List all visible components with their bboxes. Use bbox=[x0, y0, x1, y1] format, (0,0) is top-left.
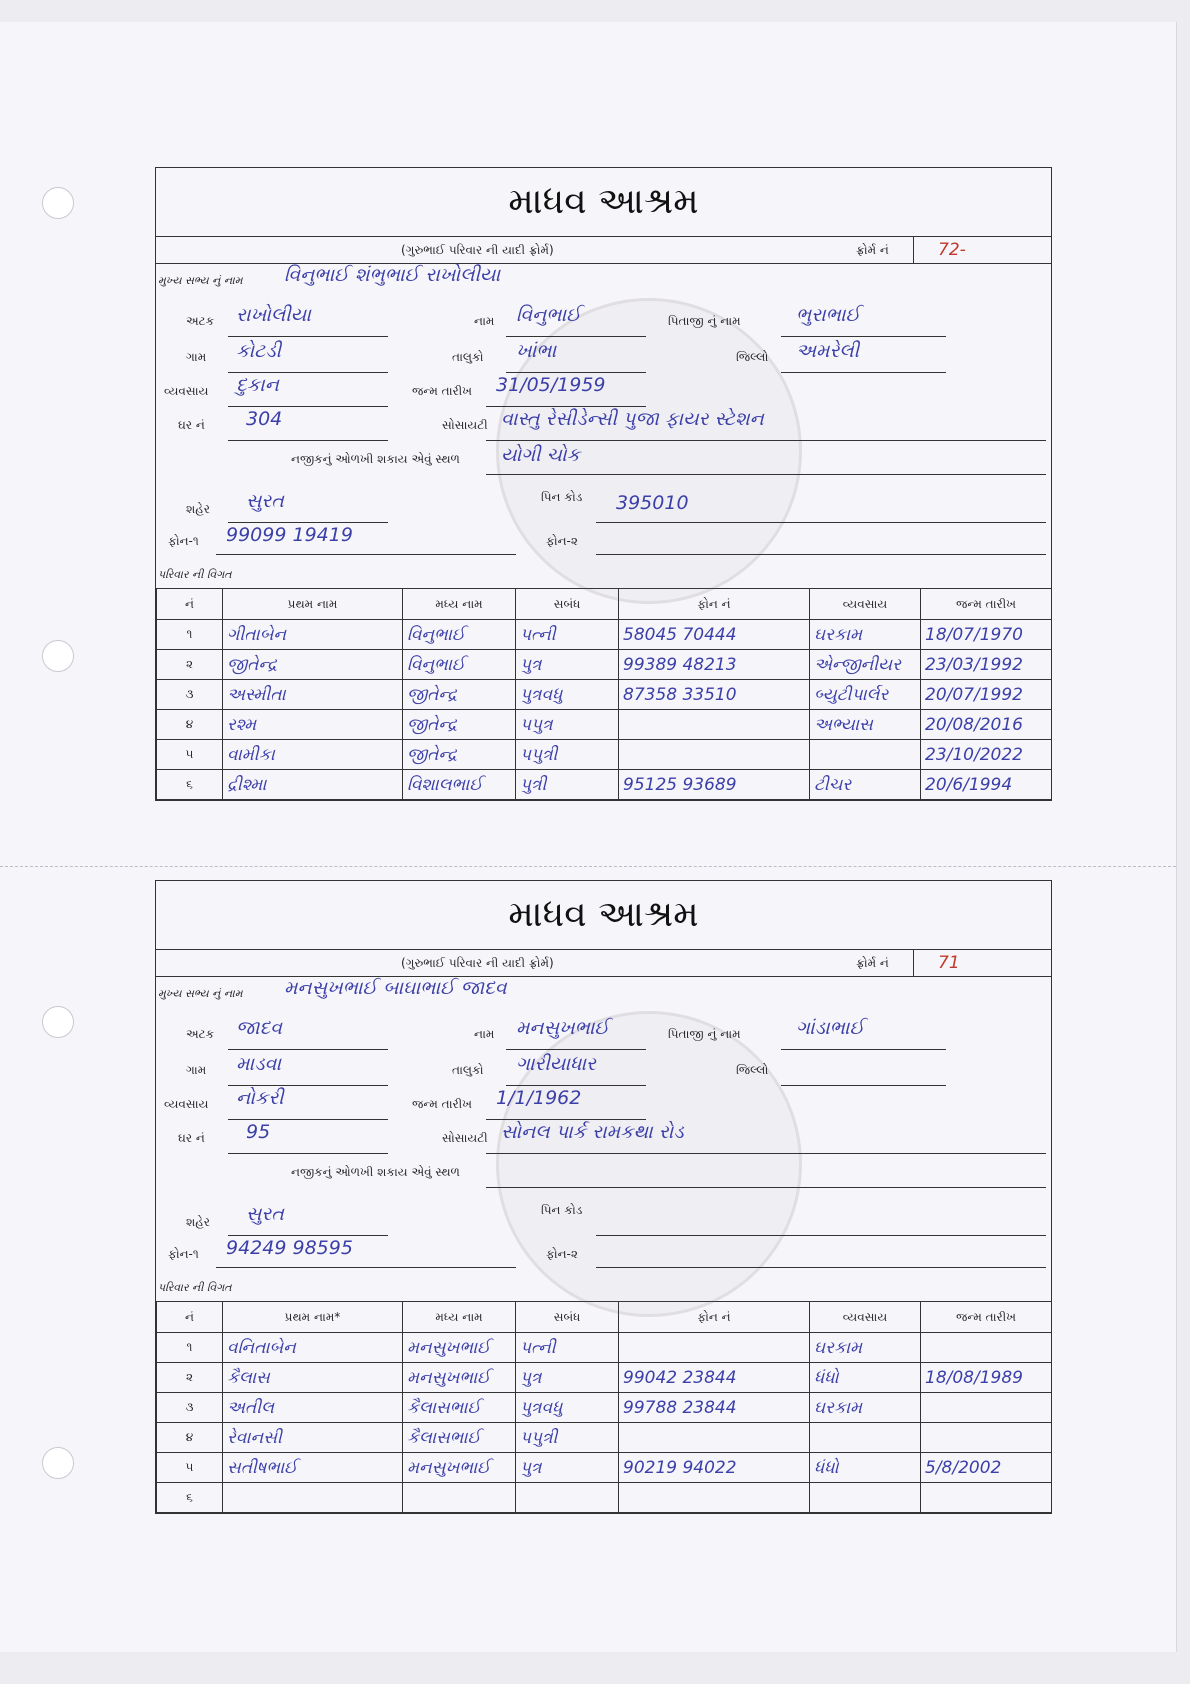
phone1-value[interactable]: 94249 98595 bbox=[226, 1237, 353, 1259]
table-row bbox=[157, 620, 1052, 650]
family-details-label: પરિવાર ની વિગત bbox=[158, 1281, 232, 1294]
name-value[interactable]: વિનુભાઈ bbox=[516, 304, 581, 326]
col-middle-name-cell[interactable]: વિનુભાઈ bbox=[403, 620, 516, 650]
table-row bbox=[157, 1423, 1052, 1453]
col-dob-cell[interactable]: 18/08/1989 bbox=[921, 1363, 1052, 1393]
head-member-label: મુખ્ય સભ્ય નું નામ bbox=[158, 274, 243, 287]
col-number-cell: ૧ bbox=[157, 620, 223, 650]
col-dob-cell[interactable]: 18/07/1970 bbox=[921, 620, 1052, 650]
col-middle-name-header: મધ્ય નામ bbox=[403, 589, 516, 620]
form-subtitle: (ગુરુભાઈ પરિવાર ની યાદી ફ્રોર્મ) bbox=[401, 956, 554, 970]
col-phone-cell[interactable] bbox=[619, 1333, 810, 1363]
col-middle-name-cell[interactable]: જીતેન્દ્ર bbox=[403, 740, 516, 770]
landmark-label: નજીકનું ઓળખી શકાય એવું સ્થળ bbox=[291, 1165, 460, 1179]
landmark-label: નજીકનું ઓળખી શકાય એવું સ્થળ bbox=[291, 452, 460, 466]
city-value[interactable]: સુરત bbox=[246, 490, 284, 512]
col-phone-cell[interactable] bbox=[619, 1423, 810, 1453]
col-number-cell: ૩ bbox=[157, 1393, 223, 1423]
phone1-label: ફોન-૧ bbox=[168, 534, 199, 548]
table-row bbox=[157, 710, 1052, 740]
col-first-name-cell[interactable]: ગીતાબેન bbox=[223, 620, 403, 650]
table-row bbox=[157, 680, 1052, 710]
head-member-value[interactable]: મનસુખભાઈ બાઘાભાઈ જાદવ bbox=[284, 977, 507, 999]
table-row bbox=[157, 1333, 1052, 1363]
col-middle-name-cell[interactable]: વિશાલભાઈ bbox=[403, 770, 516, 800]
form-subtitle: (ગુરુભાઈ પરિવાર ની યાદી ફ્રોર્મ) bbox=[401, 243, 554, 257]
society-value[interactable]: વાસ્તુ રેસીડેન્સી પુજા ફાયર સ્ટેશન bbox=[501, 408, 764, 430]
col-relation-cell[interactable]: પુત્રવધુ bbox=[516, 1393, 619, 1423]
table-row bbox=[157, 1453, 1052, 1483]
col-relation-cell[interactable]: પપુત્રી bbox=[516, 740, 619, 770]
col-phone-cell[interactable] bbox=[619, 1483, 810, 1513]
pincode-label: પિન કોડ bbox=[541, 1203, 583, 1217]
occupation-value[interactable]: નોકરી bbox=[236, 1087, 284, 1109]
dob-value[interactable]: 31/05/1959 bbox=[496, 374, 606, 396]
col-first-name-cell[interactable]: અતીલ bbox=[223, 1393, 403, 1423]
col-number-cell: ૨ bbox=[157, 1363, 223, 1393]
table-row bbox=[157, 1483, 1052, 1513]
surname-value[interactable]: રાખોલીયા bbox=[236, 304, 311, 326]
col-first-name-cell[interactable]: રશ્મ bbox=[223, 710, 403, 740]
district-label: જિલ્લો bbox=[736, 350, 769, 364]
phone2-label: ફોન-૨ bbox=[546, 1247, 578, 1261]
occupation-label: વ્યવસાય bbox=[164, 384, 209, 398]
registration-form-72 bbox=[155, 167, 1052, 801]
col-occupation-cell[interactable]: અભ્યાસ bbox=[810, 710, 921, 740]
col-phone-cell[interactable]: 58045 70444 bbox=[619, 620, 810, 650]
dob-label: જન્મ તારીખ bbox=[412, 1097, 473, 1111]
taluka-value[interactable]: ગારીયાધાર bbox=[516, 1053, 596, 1075]
form-number-label: ફ્રોર્મ નં bbox=[856, 243, 889, 257]
col-occupation-cell[interactable]: એન્જીનીયર bbox=[810, 650, 921, 680]
col-phone-cell[interactable]: 95125 93689 bbox=[619, 770, 810, 800]
col-relation-cell[interactable]: પુત્રવધુ bbox=[516, 680, 619, 710]
taluka-label: તાલુકો bbox=[452, 350, 484, 364]
village-label: ગામ bbox=[186, 350, 207, 364]
col-number-header: નં bbox=[157, 1302, 223, 1333]
pincode-label: પિન કોડ bbox=[541, 490, 583, 504]
col-phone-cell[interactable]: 87358 33510 bbox=[619, 680, 810, 710]
form-subheader bbox=[156, 237, 1051, 264]
house-number-value[interactable]: 95 bbox=[246, 1121, 271, 1143]
col-relation-cell[interactable]: પુત્રી bbox=[516, 770, 619, 800]
col-occupation-cell[interactable] bbox=[810, 1423, 921, 1453]
col-occupation-header: વ્યવસાય bbox=[810, 1302, 921, 1333]
col-number-cell: ૨ bbox=[157, 650, 223, 680]
col-dob-cell[interactable]: 20/08/2016 bbox=[921, 710, 1052, 740]
punch-hole bbox=[42, 187, 74, 219]
col-dob-cell[interactable] bbox=[921, 1333, 1052, 1363]
form-subheader bbox=[156, 950, 1051, 977]
col-dob-header: જન્મ તારીખ bbox=[921, 589, 1052, 620]
col-first-name-cell[interactable]: અસ્મીતા bbox=[223, 680, 403, 710]
col-number-cell: ૪ bbox=[157, 1423, 223, 1453]
occupation-label: વ્યવસાય bbox=[164, 1097, 209, 1111]
col-occupation-cell[interactable]: ટીચર bbox=[810, 770, 921, 800]
table-row bbox=[157, 770, 1052, 800]
form-title: માધવ આશ્રમ bbox=[156, 168, 1051, 237]
col-first-name-header: પ્રથમ નામ* bbox=[223, 1302, 403, 1333]
col-number-cell: ૫ bbox=[157, 1453, 223, 1483]
col-first-name-cell[interactable]: વામીકા bbox=[223, 740, 403, 770]
col-phone-cell[interactable]: 99042 23844 bbox=[619, 1363, 810, 1393]
col-middle-name-header: મધ્ય નામ bbox=[403, 1302, 516, 1333]
col-first-name-header: પ્રથમ નામ bbox=[223, 589, 403, 620]
father-name-label: પિતાજી નું નામ bbox=[668, 314, 741, 328]
col-number-header: નં bbox=[157, 589, 223, 620]
house-number-label: ઘર નં bbox=[178, 418, 205, 432]
col-relation-cell[interactable]: પત્ની bbox=[516, 620, 619, 650]
col-dob-header: જન્મ તારીખ bbox=[921, 1302, 1052, 1333]
phone1-value[interactable]: 99099 19419 bbox=[226, 524, 353, 546]
col-number-cell: ૬ bbox=[157, 1483, 223, 1513]
col-first-name-cell[interactable]: વનિતાબેન bbox=[223, 1333, 403, 1363]
col-relation-cell[interactable]: પુત્ર bbox=[516, 650, 619, 680]
surname-label: અટક bbox=[186, 314, 215, 328]
city-label: શહેર bbox=[186, 1215, 210, 1229]
col-first-name-cell[interactable]: જીતેન્દ્ર bbox=[223, 650, 403, 680]
col-dob-cell[interactable] bbox=[921, 1423, 1052, 1453]
col-relation-cell[interactable] bbox=[516, 1483, 619, 1513]
village-value[interactable]: માડવા bbox=[236, 1053, 281, 1075]
father-name-value[interactable]: ગાંડાભાઈ bbox=[796, 1017, 865, 1039]
member-fields bbox=[156, 977, 1051, 1301]
col-phone-header: ફોન નં bbox=[619, 589, 810, 620]
col-occupation-cell[interactable]: ઘરકામ bbox=[810, 1333, 921, 1363]
name-value[interactable]: મનસુખભાઈ bbox=[516, 1017, 610, 1039]
col-occupation-header: વ્યવસાય bbox=[810, 589, 921, 620]
col-first-name-cell[interactable]: દ્રીશ્મા bbox=[223, 770, 403, 800]
col-relation-cell[interactable]: પુત્ર bbox=[516, 1453, 619, 1483]
surname-value[interactable]: જાદવ bbox=[236, 1017, 282, 1039]
col-phone-cell[interactable] bbox=[619, 710, 810, 740]
col-dob-cell[interactable]: 23/10/2022 bbox=[921, 740, 1052, 770]
col-phone-cell[interactable]: 99389 48213 bbox=[619, 650, 810, 680]
name-label: નામ bbox=[474, 314, 495, 328]
family-details-table bbox=[156, 588, 1052, 800]
col-first-name-cell[interactable]: રેવાનસી bbox=[223, 1423, 403, 1453]
col-occupation-cell[interactable]: ધંધો bbox=[810, 1363, 921, 1393]
col-number-cell: ૬ bbox=[157, 770, 223, 800]
col-first-name-cell[interactable]: કૈલાસ bbox=[223, 1363, 403, 1393]
col-number-cell: ૫ bbox=[157, 740, 223, 770]
occupation-value[interactable]: દુકાન bbox=[236, 374, 279, 396]
taluka-label: તાલુકો bbox=[452, 1063, 484, 1077]
page-fold-line bbox=[0, 866, 1176, 867]
col-middle-name-cell[interactable]: જીતેન્દ્ર bbox=[403, 710, 516, 740]
col-middle-name-cell[interactable]: મનસુખભાઈ bbox=[403, 1363, 516, 1393]
punch-hole bbox=[42, 1006, 74, 1038]
col-number-cell: ૪ bbox=[157, 710, 223, 740]
form-number-value[interactable]: 71 bbox=[913, 950, 1049, 976]
family-details-table bbox=[156, 1301, 1052, 1513]
col-occupation-cell[interactable]: ઘરકામ bbox=[810, 1393, 921, 1423]
col-dob-cell[interactable]: 20/6/1994 bbox=[921, 770, 1052, 800]
col-occupation-cell[interactable]: ધંધો bbox=[810, 1453, 921, 1483]
dob-value[interactable]: 1/1/1962 bbox=[496, 1087, 582, 1109]
col-relation-cell[interactable]: પપુત્ર bbox=[516, 710, 619, 740]
col-phone-cell[interactable] bbox=[619, 740, 810, 770]
district-value[interactable]: અમરેલી bbox=[796, 340, 860, 362]
col-dob-cell[interactable] bbox=[921, 1483, 1052, 1513]
col-dob-cell[interactable]: 23/03/1992 bbox=[921, 650, 1052, 680]
form-title: માધવ આશ્રમ bbox=[156, 881, 1051, 950]
col-middle-name-cell[interactable]: કૈલાસભાઈ bbox=[403, 1423, 516, 1453]
pincode-value[interactable]: 395010 bbox=[616, 492, 689, 514]
punch-hole bbox=[42, 1447, 74, 1479]
society-label: સોસાયટી bbox=[442, 1131, 488, 1145]
col-middle-name-cell[interactable]: કૈલાસભાઈ bbox=[403, 1393, 516, 1423]
col-dob-cell[interactable] bbox=[921, 1393, 1052, 1423]
col-relation-cell[interactable]: પુત્ર bbox=[516, 1363, 619, 1393]
member-fields bbox=[156, 264, 1051, 588]
col-relation-cell[interactable]: પપુત્રી bbox=[516, 1423, 619, 1453]
col-relation-cell[interactable]: પત્ની bbox=[516, 1333, 619, 1363]
col-occupation-cell[interactable] bbox=[810, 1483, 921, 1513]
registration-form-71 bbox=[155, 880, 1052, 1514]
phone1-label: ફોન-૧ bbox=[168, 1247, 199, 1261]
col-relation-header: સબંધ bbox=[516, 1302, 619, 1333]
col-phone-cell[interactable]: 99788 23844 bbox=[619, 1393, 810, 1423]
village-label: ગામ bbox=[186, 1063, 207, 1077]
col-number-cell: ૩ bbox=[157, 680, 223, 710]
house-number-value[interactable]: 304 bbox=[246, 408, 283, 430]
family-details-label: પરિવાર ની વિગત bbox=[158, 568, 232, 581]
col-middle-name-cell[interactable]: મનસુખભાઈ bbox=[403, 1333, 516, 1363]
col-middle-name-cell[interactable]: વિનુભાઈ bbox=[403, 650, 516, 680]
city-label: શહેર bbox=[186, 502, 210, 516]
col-occupation-cell[interactable] bbox=[810, 740, 921, 770]
punch-hole bbox=[42, 640, 74, 672]
col-occupation-cell[interactable]: ઘરકામ bbox=[810, 620, 921, 650]
district-label: જિલ્લો bbox=[736, 1063, 769, 1077]
col-relation-header: સબંધ bbox=[516, 589, 619, 620]
col-number-cell: ૧ bbox=[157, 1333, 223, 1363]
table-row bbox=[157, 650, 1052, 680]
head-member-value[interactable]: વિનુભાઈ શંભુભાઈ રાખોલીયા bbox=[284, 264, 501, 286]
col-phone-header: ફોન નં bbox=[619, 1302, 810, 1333]
dob-label: જન્મ તારીખ bbox=[412, 384, 473, 398]
phone2-label: ફોન-૨ bbox=[546, 534, 578, 548]
village-value[interactable]: કોટડી bbox=[236, 340, 282, 362]
col-first-name-cell[interactable] bbox=[223, 1483, 403, 1513]
col-phone-cell[interactable]: 90219 94022 bbox=[619, 1453, 810, 1483]
col-middle-name-cell[interactable]: મનસુખભાઈ bbox=[403, 1453, 516, 1483]
father-name-value[interactable]: ભુરાભાઈ bbox=[796, 304, 861, 326]
society-value[interactable]: સોનલ પાર્ક રામકથા રોડ bbox=[501, 1121, 684, 1143]
form-number-label: ફ્રોર્મ નં bbox=[856, 956, 889, 970]
col-dob-cell[interactable]: 5/8/2002 bbox=[921, 1453, 1052, 1483]
form-number-value[interactable]: 72- bbox=[913, 237, 1049, 263]
taluka-value[interactable]: ખાંભા bbox=[516, 340, 557, 362]
table-row bbox=[157, 1393, 1052, 1423]
col-middle-name-cell[interactable]: જીતેન્દ્ર bbox=[403, 680, 516, 710]
head-member-label: મુખ્ય સભ્ય નું નામ bbox=[158, 987, 243, 1000]
table-row bbox=[157, 740, 1052, 770]
col-occupation-cell[interactable]: બ્યુટીપાર્લર bbox=[810, 680, 921, 710]
surname-label: અટક bbox=[186, 1027, 215, 1041]
col-first-name-cell[interactable]: સતીષભાઈ bbox=[223, 1453, 403, 1483]
father-name-label: પિતાજી નું નામ bbox=[668, 1027, 741, 1041]
table-row bbox=[157, 1363, 1052, 1393]
society-label: સોસાયટી bbox=[442, 418, 488, 432]
city-value[interactable]: સુરત bbox=[246, 1203, 284, 1225]
col-dob-cell[interactable]: 20/07/1992 bbox=[921, 680, 1052, 710]
landmark-value[interactable]: યોગી ચોક bbox=[501, 444, 581, 466]
col-middle-name-cell[interactable] bbox=[403, 1483, 516, 1513]
house-number-label: ઘર નં bbox=[178, 1131, 205, 1145]
name-label: નામ bbox=[474, 1027, 495, 1041]
